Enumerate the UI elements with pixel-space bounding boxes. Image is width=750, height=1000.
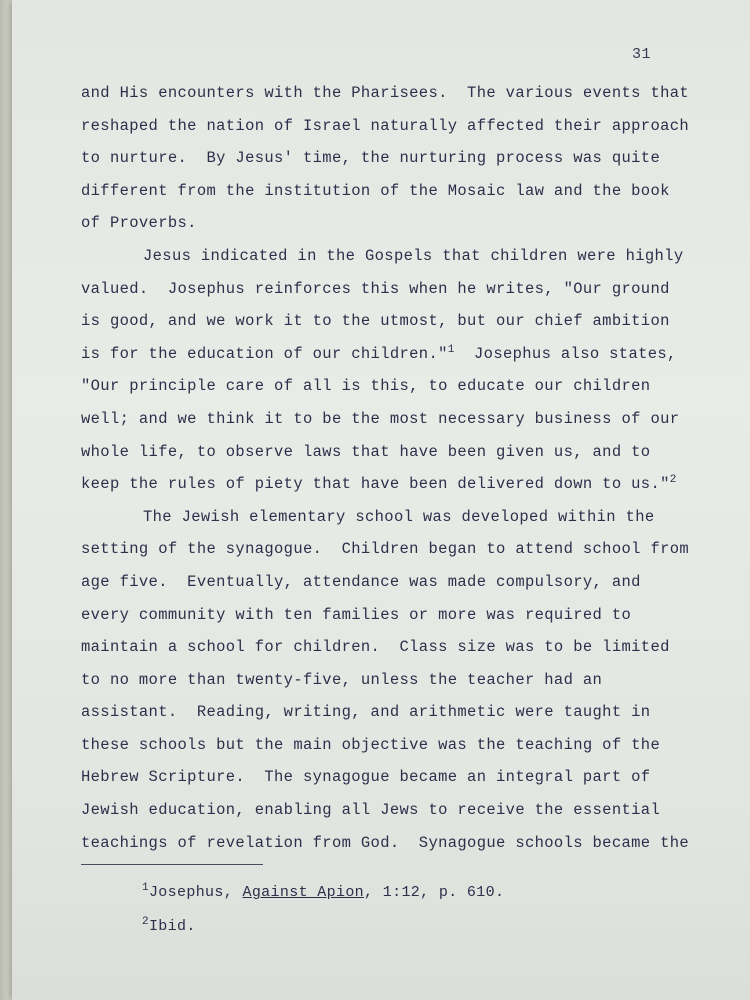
footnote-ref-1: 1 bbox=[447, 343, 455, 356]
text-line-with-note-2 bbox=[81, 468, 721, 501]
text-line: "Our principle care of all is this, to educate our children bbox=[81, 377, 651, 396]
footnote-title: Against Apion bbox=[242, 884, 365, 901]
text-line: to no more than twenty-five, unless the teacher had an bbox=[81, 670, 603, 689]
text-line: whole life, to observe laws that have been given us, and to bbox=[81, 442, 651, 461]
text-segment: keep the rules of piety that have been delivered down to us." bbox=[81, 475, 670, 494]
footnote-separator bbox=[81, 864, 263, 865]
text-line: is good, and we work it to the utmost, but our chief ambition bbox=[81, 312, 670, 331]
text-line: of Proverbs. bbox=[81, 214, 197, 233]
page-number: 31 bbox=[632, 46, 652, 63]
footnote-author: Josephus, bbox=[148, 884, 243, 901]
text-line: Jewish education, enabling all Jews to receive the essential bbox=[81, 801, 661, 820]
footnote-citation: , 1:12, p. 610. bbox=[364, 884, 505, 901]
footnote-ibid: Ibid. bbox=[148, 918, 196, 935]
document-page bbox=[12, 0, 750, 1000]
text-line: and His encounters with the Pharisees. The various events that bbox=[81, 84, 690, 102]
text-line: valued. Josephus reinforces this when he writes, "Our ground bbox=[81, 279, 670, 298]
text-segment: is for the education of our children." bbox=[81, 344, 448, 363]
text-line: to nurture. By Jesus' time, the nurturing process was quite bbox=[81, 149, 661, 168]
text-line: every community with ten families or more was required to bbox=[81, 605, 632, 624]
text-line: setting of the synagogue. Children began to attend school from bbox=[81, 540, 690, 559]
footnote-2 bbox=[142, 910, 504, 944]
footnote-ref-2: 2 bbox=[669, 473, 677, 486]
text-line: different from the institution of the Mosaic law and the book bbox=[81, 181, 670, 200]
text-segment: Josephus also states, bbox=[454, 344, 677, 363]
body-text bbox=[81, 77, 721, 859]
footnote-mark-2: 2 bbox=[142, 916, 149, 928]
footnote-mark-1: 1 bbox=[142, 882, 149, 894]
text-line: assistant. Reading, writing, and arithmetic were taught in bbox=[81, 703, 651, 722]
text-line: these schools but the main objective was the teaching of the bbox=[81, 735, 661, 754]
text-line: age five. Eventually, attendance was made compulsory, and bbox=[81, 572, 641, 591]
text-line-with-note-1 bbox=[81, 338, 721, 371]
footnotes bbox=[142, 876, 504, 944]
text-line: The Jewish elementary school was developed within the bbox=[143, 507, 655, 526]
footnote-1 bbox=[142, 876, 504, 910]
text-line: Hebrew Scripture. The synagogue became an integral part of bbox=[81, 768, 651, 787]
text-line: teachings of revelation from God. Synagogue schools became the bbox=[81, 833, 690, 852]
text-line: maintain a school for children. Class size was to be limited bbox=[81, 638, 670, 657]
text-line: Jesus indicated in the Gospels that children were highly bbox=[143, 246, 684, 265]
text-line: reshaped the nation of Israel naturally affected their approach bbox=[81, 116, 690, 135]
text-line: well; and we think it to be the most necessary business of our bbox=[81, 409, 680, 428]
